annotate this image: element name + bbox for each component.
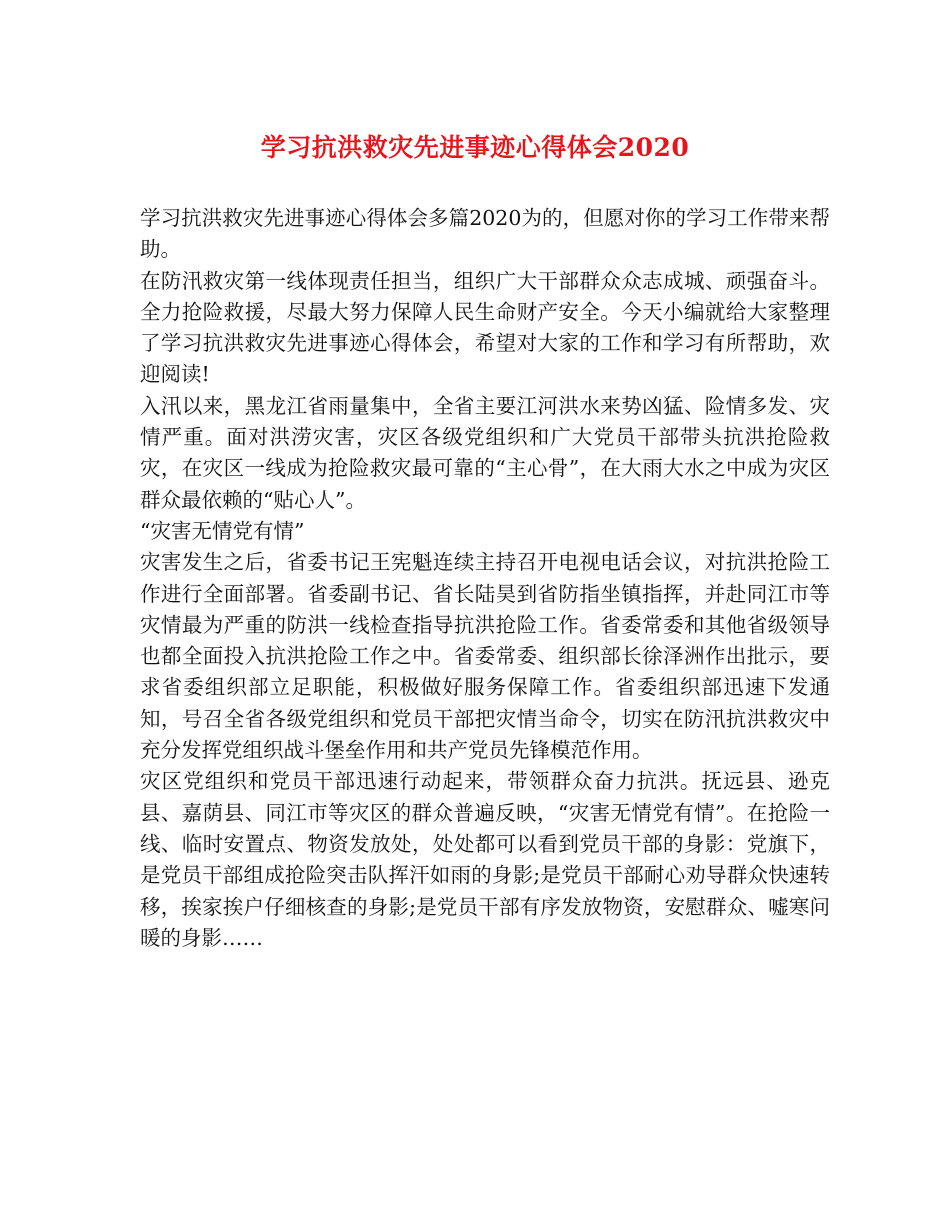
paragraph-leadership: 灾害发生之后，省委书记王宪魁连续主持召开电视电话会议，对抗洪抢险工作进行全面部署。省委副书记、省长陆昊到省防指坐镇指挥，并赴同江市等灾情最为严重的防洪一线检查指导抗洪抢险工作。省委常委和其他省级领导也都全面投入抗洪抢险工作之中。省委常委、组织部长徐泽洲作出批示，要求省委组织部立足职能，积极做好服务保障工作。省委组织部迅速下发通知，号召全省各级党组织和党员干部把灾情当命令，切实在防汛抗洪救灾中充分发挥党组织战斗堡垒作用和共产党员先锋模范作用。: [140, 550, 830, 763]
paragraph-action: 灾区党组织和党员干部迅速行动起来，带领群众奋力抗洪。抚远县、逊克县、嘉荫县、同江市等灾区的群众普遍反映，“灾害无情党有情”。在抢险一线、临时安置点、物资发放处，处处都可以看到党员干部的身影：党旗下，是党员干部组成抢险突击队挥汗如雨的身影;是党员干部耐心劝导群众快速转移，挨家挨户仔细核查的身影;是党员干部有序发放物资，安慰群众、嘘寒问暖的身影……: [140, 769, 830, 950]
section-heading: “灾害无情党有情”: [140, 518, 305, 543]
paragraph-flood-situation: 入汛以来，黑龙江省雨量集中，全省主要江河洪水来势凶猛、险情多发、灾情严重。面对洪涝灾害，灾区各级党组织和广大党员干部带头抗洪抢险救灾，在灾区一线成为抢险救灾最可靠的“主心骨”，在大雨大水之中成为灾区群众最依赖的“贴心人”。: [140, 393, 830, 512]
paragraph-responsibility: 在防汛救灾第一线体现责任担当，组织广大干部群众众志成城、顽强奋斗。全力抢险救援，尽最大努力保障人民生命财产安全。今天小编就给大家整理了学习抗洪救灾先进事迹心得体会，希望对大家的工作和学习有所帮助，欢迎阅读!: [140, 268, 830, 387]
document-body: [140, 203, 830, 954]
document-title: 学习抗洪救灾先进事迹心得体会2020: [260, 133, 690, 162]
paragraph-intro: 学习抗洪救灾先进事迹心得体会多篇2020为的，但愿对你的学习工作带来帮助。: [140, 206, 830, 262]
